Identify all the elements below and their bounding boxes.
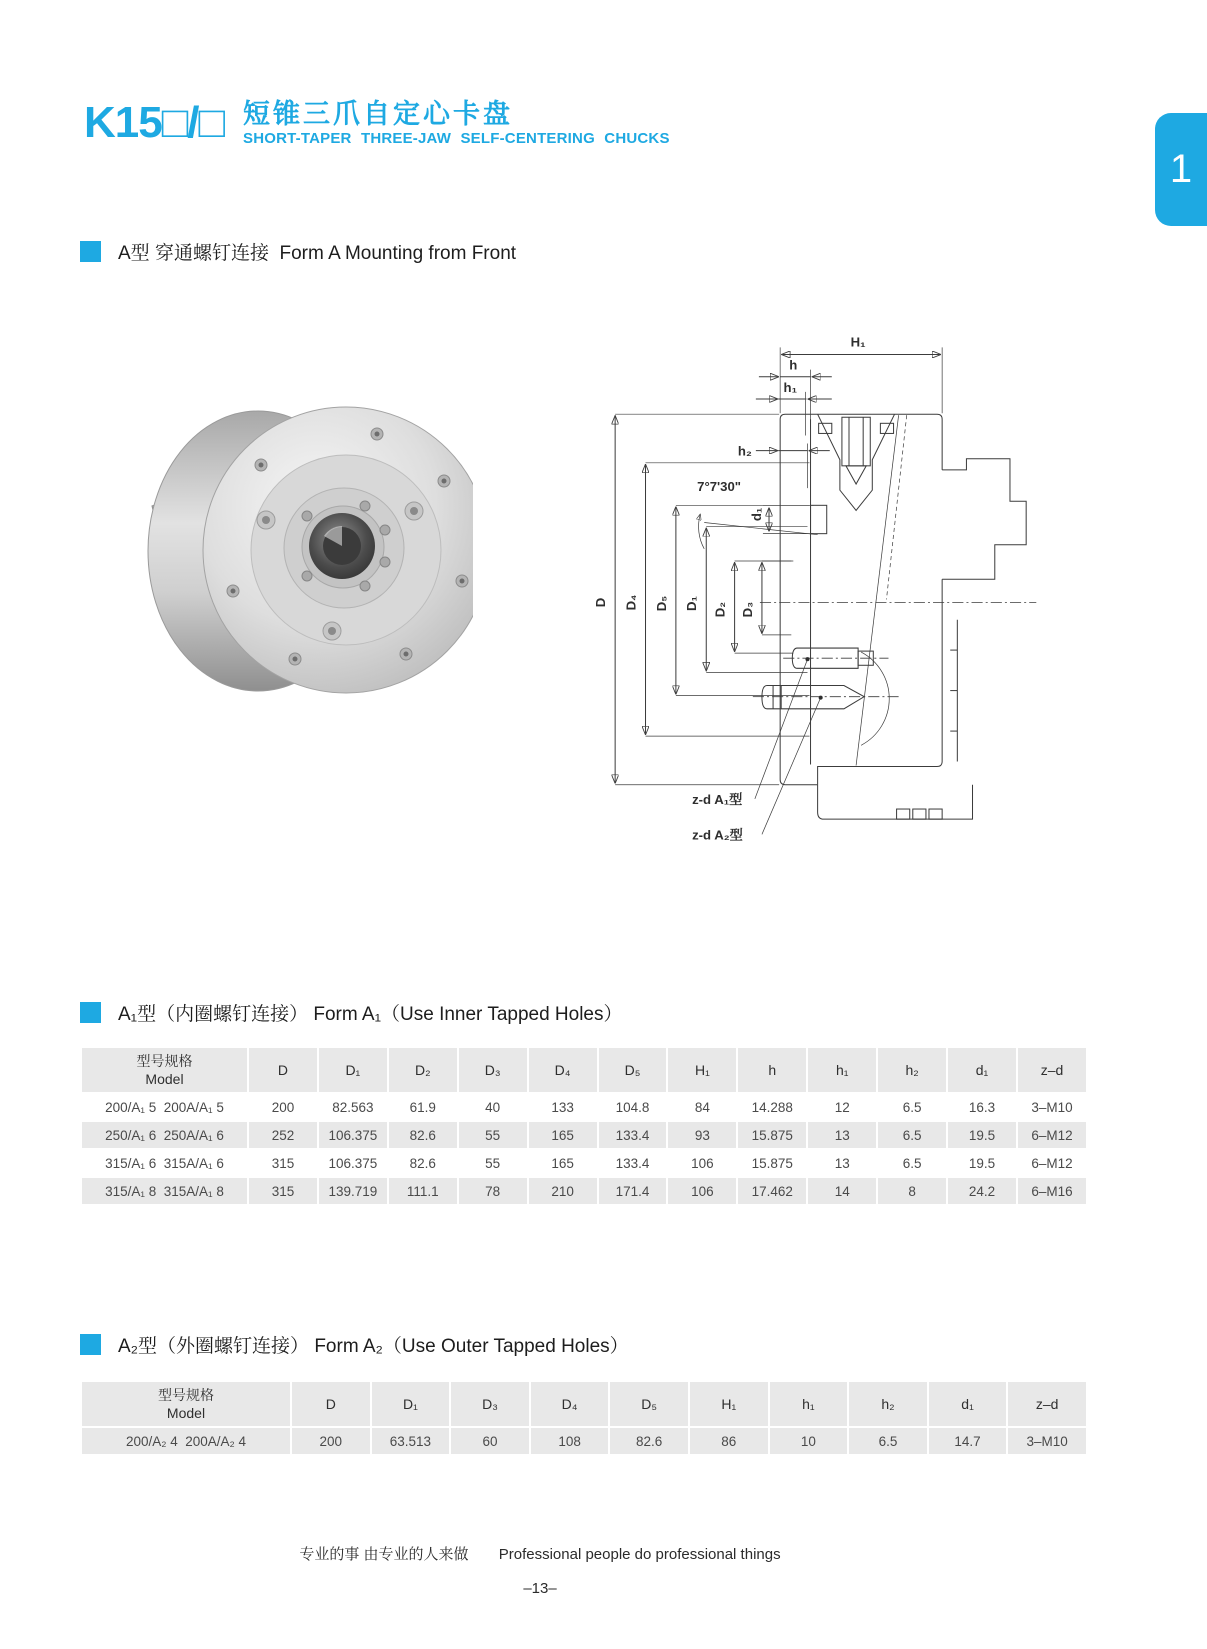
chuck-body-outline <box>753 414 1036 819</box>
column-header: d₁ <box>948 1048 1016 1092</box>
column-header: D₁ <box>319 1048 387 1092</box>
model-cell: 200/A₁ 5 200A/A₁ 5 <box>105 1099 224 1115</box>
value-cell: 108 <box>531 1428 609 1454</box>
value-cell: 14 <box>808 1178 876 1204</box>
column-header: z–d <box>1008 1382 1086 1426</box>
column-header: D₅ <box>599 1048 667 1092</box>
column-header: h₁ <box>770 1382 848 1426</box>
dim-label-h2: h₂ <box>737 443 752 459</box>
section-heading-form-a1 <box>80 999 623 1026</box>
value-cell: 86 <box>690 1428 768 1454</box>
leader-callouts <box>692 657 823 842</box>
value-cell: 133.4 <box>615 1155 650 1171</box>
column-header: d₁ <box>929 1382 1007 1426</box>
column-header: h <box>738 1048 806 1092</box>
table-row <box>82 1428 1086 1454</box>
leader-label-zd-a2: z-d A₂型 <box>692 827 743 843</box>
section-heading-form-a <box>80 238 516 265</box>
value-cell: 60 <box>451 1428 529 1454</box>
value-cell: 12 <box>834 1099 850 1115</box>
value-cell: 6.5 <box>902 1155 922 1171</box>
column-header: D₄ <box>531 1382 609 1426</box>
section-title: A型 穿通螺钉连接 Form A Mounting from Front <box>118 243 517 264</box>
value-cell: 200 <box>292 1428 370 1454</box>
column-header: D₂ <box>389 1048 457 1092</box>
dim-label-h1: h₁ <box>783 379 798 395</box>
header-row <box>82 1048 1086 1092</box>
model-column-header: 型号规格 Model <box>82 1382 290 1426</box>
value-cell: 19.5 <box>968 1155 996 1171</box>
header-row <box>82 1382 1086 1426</box>
column-header: D₃ <box>459 1048 527 1092</box>
value-cell: 63.513 <box>372 1428 450 1454</box>
chapter-tab <box>1155 113 1207 226</box>
page-number: –13– <box>523 1580 557 1597</box>
value-cell: 17.462 <box>738 1178 806 1204</box>
value-cell: 84 <box>694 1099 710 1115</box>
dimension-lines <box>593 334 942 784</box>
value-cell: 104.8 <box>615 1099 650 1115</box>
dim-label-H1: H₁ <box>850 334 866 350</box>
model-cell: 315/A₁ 6 315A/A₁ 6 <box>105 1155 224 1171</box>
value-cell: 14.288 <box>751 1099 793 1115</box>
dim-label-h: h <box>789 357 798 373</box>
model-code: K15□/□ <box>84 98 225 147</box>
column-header: D₃ <box>451 1382 529 1426</box>
model-cell: 250/A₁ 6 250A/A₁ 6 <box>82 1122 247 1148</box>
table-row <box>82 1150 1086 1176</box>
value-cell: 19.5 <box>948 1122 1016 1148</box>
section-title: A₂型（外圈螺钉连接） Form A₂（Use Outer Tapped Holes） <box>118 1336 629 1357</box>
column-header: H₁ <box>690 1382 768 1426</box>
value-cell: 165 <box>529 1122 597 1148</box>
value-cell: 16.3 <box>968 1099 996 1115</box>
value-cell: 82.6 <box>610 1428 688 1454</box>
value-cell: 40 <box>485 1099 501 1115</box>
value-cell: 15.875 <box>738 1122 806 1148</box>
value-cell: 10 <box>770 1428 848 1454</box>
dim-label-D3: D₃ <box>739 601 755 618</box>
value-cell: 106.375 <box>319 1122 387 1148</box>
value-cell: 106.375 <box>328 1155 378 1171</box>
section-title: A₁型（内圈螺钉连接） Form A₁（Use Inner Tapped Holes） <box>118 1004 623 1025</box>
value-cell: 6–M12 <box>1018 1122 1086 1148</box>
dim-label-D5: D₅ <box>653 595 669 612</box>
footer-slogan <box>0 1543 1080 1564</box>
column-header: z–d <box>1018 1048 1086 1092</box>
column-header: D <box>249 1048 317 1092</box>
value-cell: 252 <box>249 1122 317 1148</box>
value-cell: 13 <box>808 1122 876 1148</box>
value-cell: 93 <box>668 1122 736 1148</box>
value-cell: 78 <box>459 1178 527 1204</box>
value-cell: 111.1 <box>389 1178 457 1204</box>
column-header: D₄ <box>529 1048 597 1092</box>
form-a2-spec-table <box>80 1380 1088 1456</box>
value-cell: 6–M16 <box>1018 1178 1086 1204</box>
column-header: H₁ <box>668 1048 736 1092</box>
column-header: h₂ <box>878 1048 946 1092</box>
page-title-zh: 短锥三爪自定心卡盘 <box>243 99 513 129</box>
value-cell: 106 <box>691 1155 714 1171</box>
value-cell: 133.4 <box>599 1122 667 1148</box>
value-cell: 82.6 <box>389 1122 457 1148</box>
value-cell: 6–M12 <box>1031 1155 1073 1171</box>
section-drawing <box>552 316 1064 888</box>
section-bullet <box>80 1334 101 1355</box>
value-cell: 15.875 <box>751 1155 793 1171</box>
value-cell: 315 <box>271 1155 295 1171</box>
value-cell: 61.9 <box>409 1099 436 1115</box>
section-heading-form-a2 <box>80 1331 629 1358</box>
column-header: h₁ <box>808 1048 876 1092</box>
value-cell: 6.5 <box>878 1122 946 1148</box>
dim-label-D1: D₁ <box>684 596 700 611</box>
value-cell: 8 <box>878 1178 946 1204</box>
table-row <box>82 1178 1086 1204</box>
value-cell: 24.2 <box>948 1178 1016 1204</box>
value-cell: 82.563 <box>332 1099 374 1115</box>
model-cell: 200/A₂ 4 200A/A₂ 4 <box>82 1428 290 1454</box>
form-a1-spec-table <box>80 1046 1088 1206</box>
dim-label-D: D <box>593 597 609 608</box>
value-cell: 139.719 <box>319 1178 387 1204</box>
dim-label-angle: 7°7'30" <box>697 479 742 495</box>
page-title-en: SHORT-TAPER THREE-JAW SELF-CENTERING CHUCKS <box>243 130 670 147</box>
table-row <box>82 1094 1086 1120</box>
value-cell: 165 <box>551 1155 574 1171</box>
dim-label-d1: d₁ <box>748 507 764 522</box>
value-cell: 55 <box>459 1122 527 1148</box>
value-cell: 210 <box>529 1178 597 1204</box>
model-cell: 315/A₁ 8 315A/A₁ 8 <box>82 1178 247 1204</box>
leader-label-zd-a1: z-d A₁型 <box>692 791 743 807</box>
value-cell: 106 <box>668 1178 736 1204</box>
value-cell: 82.6 <box>409 1155 436 1171</box>
dim-label-D4: D₄ <box>623 594 639 611</box>
value-cell: 6.5 <box>849 1428 927 1454</box>
table-row <box>82 1122 1086 1148</box>
column-header: h₂ <box>849 1382 927 1426</box>
chuck-photo <box>138 388 473 713</box>
value-cell: 55 <box>485 1155 501 1171</box>
section-bullet <box>80 1002 101 1023</box>
footer-slogan-zh: 专业的事 由专业的人来做 <box>299 1546 469 1563</box>
value-cell: 315 <box>249 1178 317 1204</box>
value-cell: 13 <box>834 1155 850 1171</box>
section-bullet <box>80 241 101 262</box>
chapter-number: 1 <box>1169 147 1193 191</box>
value-cell: 6.5 <box>902 1099 922 1115</box>
column-header: D₅ <box>610 1382 688 1426</box>
value-cell: 3–M10 <box>1008 1428 1086 1454</box>
value-cell: 3–M10 <box>1031 1099 1073 1115</box>
model-column-header: 型号规格 Model <box>82 1048 247 1092</box>
footer-slogan-en: Professional people do professional things <box>498 1546 781 1563</box>
value-cell: 200 <box>271 1099 295 1115</box>
dim-label-D2: D₂ <box>712 601 728 618</box>
value-cell: 171.4 <box>599 1178 667 1204</box>
value-cell: 14.7 <box>929 1428 1007 1454</box>
column-header: D <box>292 1382 370 1426</box>
column-header: D₁ <box>372 1382 450 1426</box>
value-cell: 133 <box>551 1099 574 1115</box>
